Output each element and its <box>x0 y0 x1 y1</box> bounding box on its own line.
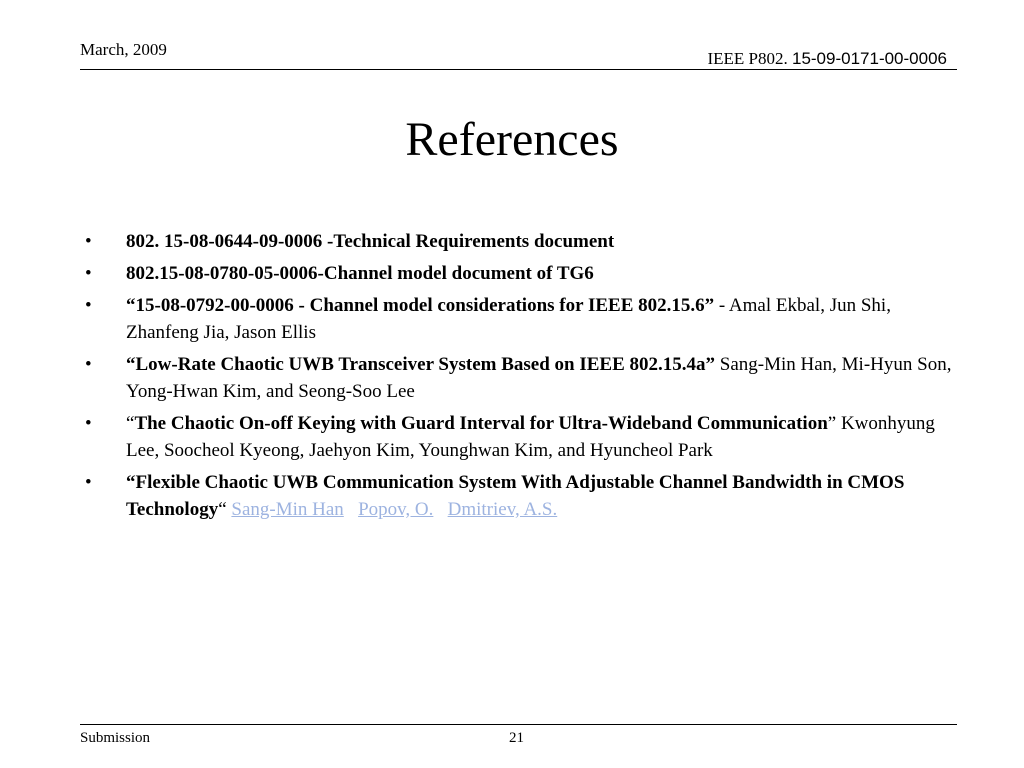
reference-title: 802.15-08-0780-05-0006-Channel model document of TG6 <box>126 263 594 284</box>
reference-authors: ” Kwonhyung Lee, Soocheol Kyeong, Jaehyon Kim, Younghwan Kim, and Hyuncheol Park <box>126 413 935 461</box>
bullet-icon: • <box>85 354 92 375</box>
open-quote: “ <box>126 413 135 434</box>
header-divider <box>80 69 957 70</box>
author-link-popov[interactable]: Popov, O. <box>358 499 434 520</box>
footer-divider <box>80 724 957 725</box>
author-link-dmitriev[interactable]: Dmitriev, A.S. <box>447 499 558 520</box>
header-document-number <box>707 48 947 70</box>
doc-prefix: IEEE P802. <box>707 49 792 68</box>
page-number: 21 <box>509 730 524 746</box>
reference-list <box>85 228 955 528</box>
doc-number: 15-09-0171-00-0006 <box>791 49 947 68</box>
reference-item <box>85 228 955 255</box>
bullet-icon: • <box>85 263 92 284</box>
bullet-icon: • <box>85 472 92 493</box>
close-quote: “ <box>218 499 232 520</box>
reference-authors: Sang-Min Han, Mi-Hyun Son, Yong-Hwan Kim, and Seong-Soo Lee <box>126 354 952 402</box>
author-link-sang-min-han[interactable]: Sang-Min Han <box>231 499 344 520</box>
reference-title: “15-08-0792-00-0006 - Channel model considerations for IEEE 802.15.6” <box>126 295 715 316</box>
reference-item <box>85 260 955 287</box>
reference-item <box>85 351 955 405</box>
bullet-icon: • <box>85 295 92 316</box>
reference-item <box>85 292 955 346</box>
reference-item <box>85 410 955 464</box>
reference-title: The Chaotic On-off Keying with Guard Interval for Ultra-Wideband Communication <box>134 413 828 434</box>
reference-title: “Low-Rate Chaotic UWB Transceiver System Based on IEEE 802.15.4a” <box>126 354 715 375</box>
bullet-icon: • <box>85 231 92 252</box>
bullet-icon: • <box>85 413 92 434</box>
reference-item <box>85 469 955 523</box>
reference-title: “Flexible Chaotic UWB Communication System With Adjustable Channel Bandwidth in CMOS Technology <box>126 472 905 520</box>
reference-authors: - Amal Ekbal, Jun Shi, Zhanfeng Jia, Jason Ellis <box>126 295 891 343</box>
footer-submission-label: Submission <box>80 730 151 746</box>
header-date: March, 2009 <box>80 40 167 59</box>
reference-title: 802. 15-08-0644-09-0006 -Technical Requirements document <box>126 231 615 252</box>
slide-title: References <box>405 113 619 166</box>
